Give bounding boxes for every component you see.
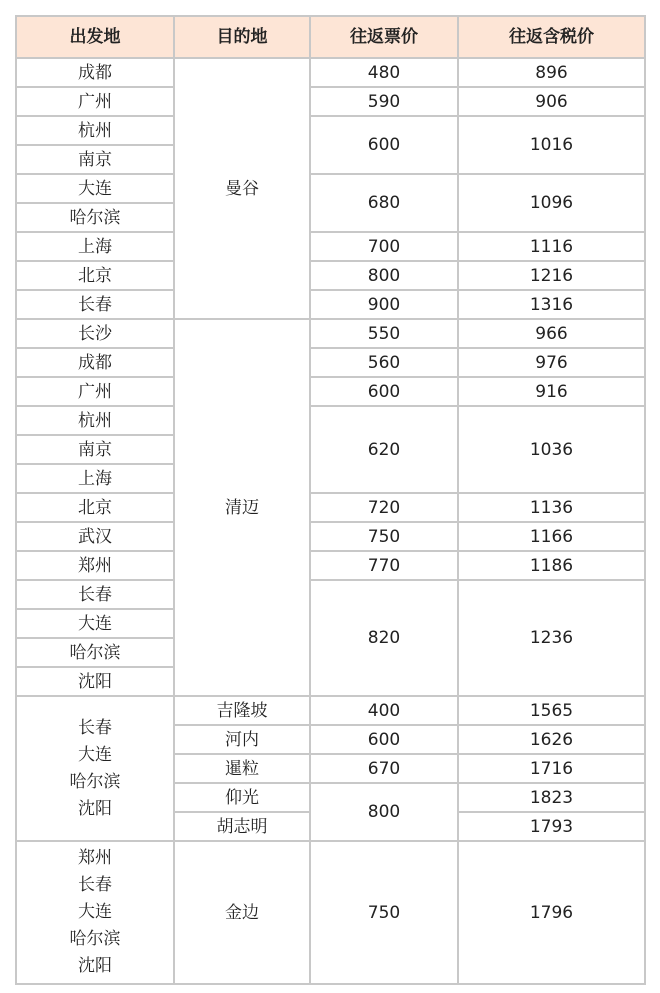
table-row (16, 696, 645, 725)
fare-cell: 560 (310, 348, 458, 377)
fare-cell: 900 (310, 290, 458, 319)
table-row (16, 290, 645, 319)
taxed-cell: 1565 (458, 696, 645, 725)
origin-group-cell (16, 841, 174, 984)
fare-cell: 400 (310, 696, 458, 725)
destination-cell: 仰光 (174, 783, 310, 812)
origin-item: 哈尔滨 (69, 929, 121, 949)
origin-cell: 长春 (16, 290, 174, 319)
table-row (16, 406, 645, 435)
origin-cell: 哈尔滨 (16, 638, 174, 667)
origin-cell: 广州 (16, 87, 174, 116)
fare-cell: 800 (310, 261, 458, 290)
destination-cell: 暹粒 (174, 754, 310, 783)
table-row (16, 87, 645, 116)
fare-cell: 800 (310, 783, 458, 841)
taxed-cell: 1716 (458, 754, 645, 783)
destination-cell: 胡志明 (174, 812, 310, 841)
taxed-cell: 1036 (458, 406, 645, 493)
origin-cell: 杭州 (16, 116, 174, 145)
header-taxed-price: 往返含税价 (458, 16, 645, 58)
destination-cell: 金边 (174, 841, 310, 984)
origin-item: 沈阳 (78, 798, 112, 819)
table-row (16, 522, 645, 551)
origin-cell: 成都 (16, 58, 174, 87)
fare-cell: 770 (310, 551, 458, 580)
table-row (16, 232, 645, 261)
origin-list (17, 845, 173, 980)
header-fare: 往返票价 (310, 16, 458, 58)
fare-cell: 700 (310, 232, 458, 261)
origin-cell: 长沙 (16, 319, 174, 348)
fare-cell: 600 (310, 116, 458, 174)
origin-cell: 南京 (16, 435, 174, 464)
origin-cell: 广州 (16, 377, 174, 406)
taxed-cell: 1116 (458, 232, 645, 261)
destination-cell: 曼谷 (174, 58, 310, 319)
taxed-cell: 1316 (458, 290, 645, 319)
destination-cell: 河内 (174, 725, 310, 754)
origin-cell: 北京 (16, 493, 174, 522)
taxed-cell: 1626 (458, 725, 645, 754)
origin-list (17, 715, 173, 823)
fare-cell: 750 (310, 841, 458, 984)
fare-cell: 620 (310, 406, 458, 493)
fare-cell: 600 (310, 377, 458, 406)
origin-item: 哈尔滨 (69, 771, 121, 792)
origin-cell: 武汉 (16, 522, 174, 551)
taxed-cell: 1136 (458, 493, 645, 522)
taxed-cell: 906 (458, 87, 645, 116)
origin-cell: 成都 (16, 348, 174, 377)
fare-cell: 820 (310, 580, 458, 696)
taxed-cell: 1216 (458, 261, 645, 290)
fare-cell: 720 (310, 493, 458, 522)
origin-cell: 郑州 (16, 551, 174, 580)
fare-table (15, 15, 646, 985)
fare-cell: 550 (310, 319, 458, 348)
table-row (16, 319, 645, 348)
taxed-cell: 896 (458, 58, 645, 87)
fare-cell: 670 (310, 754, 458, 783)
origin-item: 大连 (78, 744, 112, 765)
taxed-cell: 1793 (458, 812, 645, 841)
table-row (16, 116, 645, 145)
table-row (16, 377, 645, 406)
table-row (16, 551, 645, 580)
fare-cell: 600 (310, 725, 458, 754)
destination-cell: 吉隆坡 (174, 696, 310, 725)
fare-cell: 590 (310, 87, 458, 116)
header-destination: 目的地 (174, 16, 310, 58)
table-row (16, 174, 645, 203)
table-row (16, 261, 645, 290)
table-row (16, 493, 645, 522)
origin-cell: 北京 (16, 261, 174, 290)
origin-item: 沈阳 (78, 956, 112, 976)
origin-item: 长春 (78, 875, 112, 895)
taxed-cell: 1016 (458, 116, 645, 174)
origin-cell: 沈阳 (16, 667, 174, 696)
origin-cell: 上海 (16, 464, 174, 493)
origin-item: 郑州 (78, 848, 112, 868)
taxed-cell: 976 (458, 348, 645, 377)
taxed-cell: 1236 (458, 580, 645, 696)
header-origin: 出发地 (16, 16, 174, 58)
table-row (16, 58, 645, 87)
origin-group-cell (16, 696, 174, 841)
origin-cell: 上海 (16, 232, 174, 261)
taxed-cell: 1096 (458, 174, 645, 232)
taxed-cell: 1186 (458, 551, 645, 580)
table-row (16, 841, 645, 984)
fare-cell: 680 (310, 174, 458, 232)
taxed-cell: 1166 (458, 522, 645, 551)
table-row (16, 348, 645, 377)
destination-cell: 清迈 (174, 319, 310, 696)
origin-item: 大连 (78, 902, 112, 922)
origin-cell: 杭州 (16, 406, 174, 435)
fare-cell: 480 (310, 58, 458, 87)
taxed-cell: 1823 (458, 783, 645, 812)
taxed-cell: 966 (458, 319, 645, 348)
taxed-cell: 1796 (458, 841, 645, 984)
fare-cell: 750 (310, 522, 458, 551)
origin-cell: 大连 (16, 174, 174, 203)
fare-table-container (15, 15, 646, 985)
origin-cell: 哈尔滨 (16, 203, 174, 232)
origin-cell: 南京 (16, 145, 174, 174)
origin-item: 长春 (78, 717, 112, 738)
origin-cell: 长春 (16, 580, 174, 609)
origin-cell: 大连 (16, 609, 174, 638)
taxed-cell: 916 (458, 377, 645, 406)
header-row (16, 16, 645, 58)
table-row (16, 580, 645, 609)
